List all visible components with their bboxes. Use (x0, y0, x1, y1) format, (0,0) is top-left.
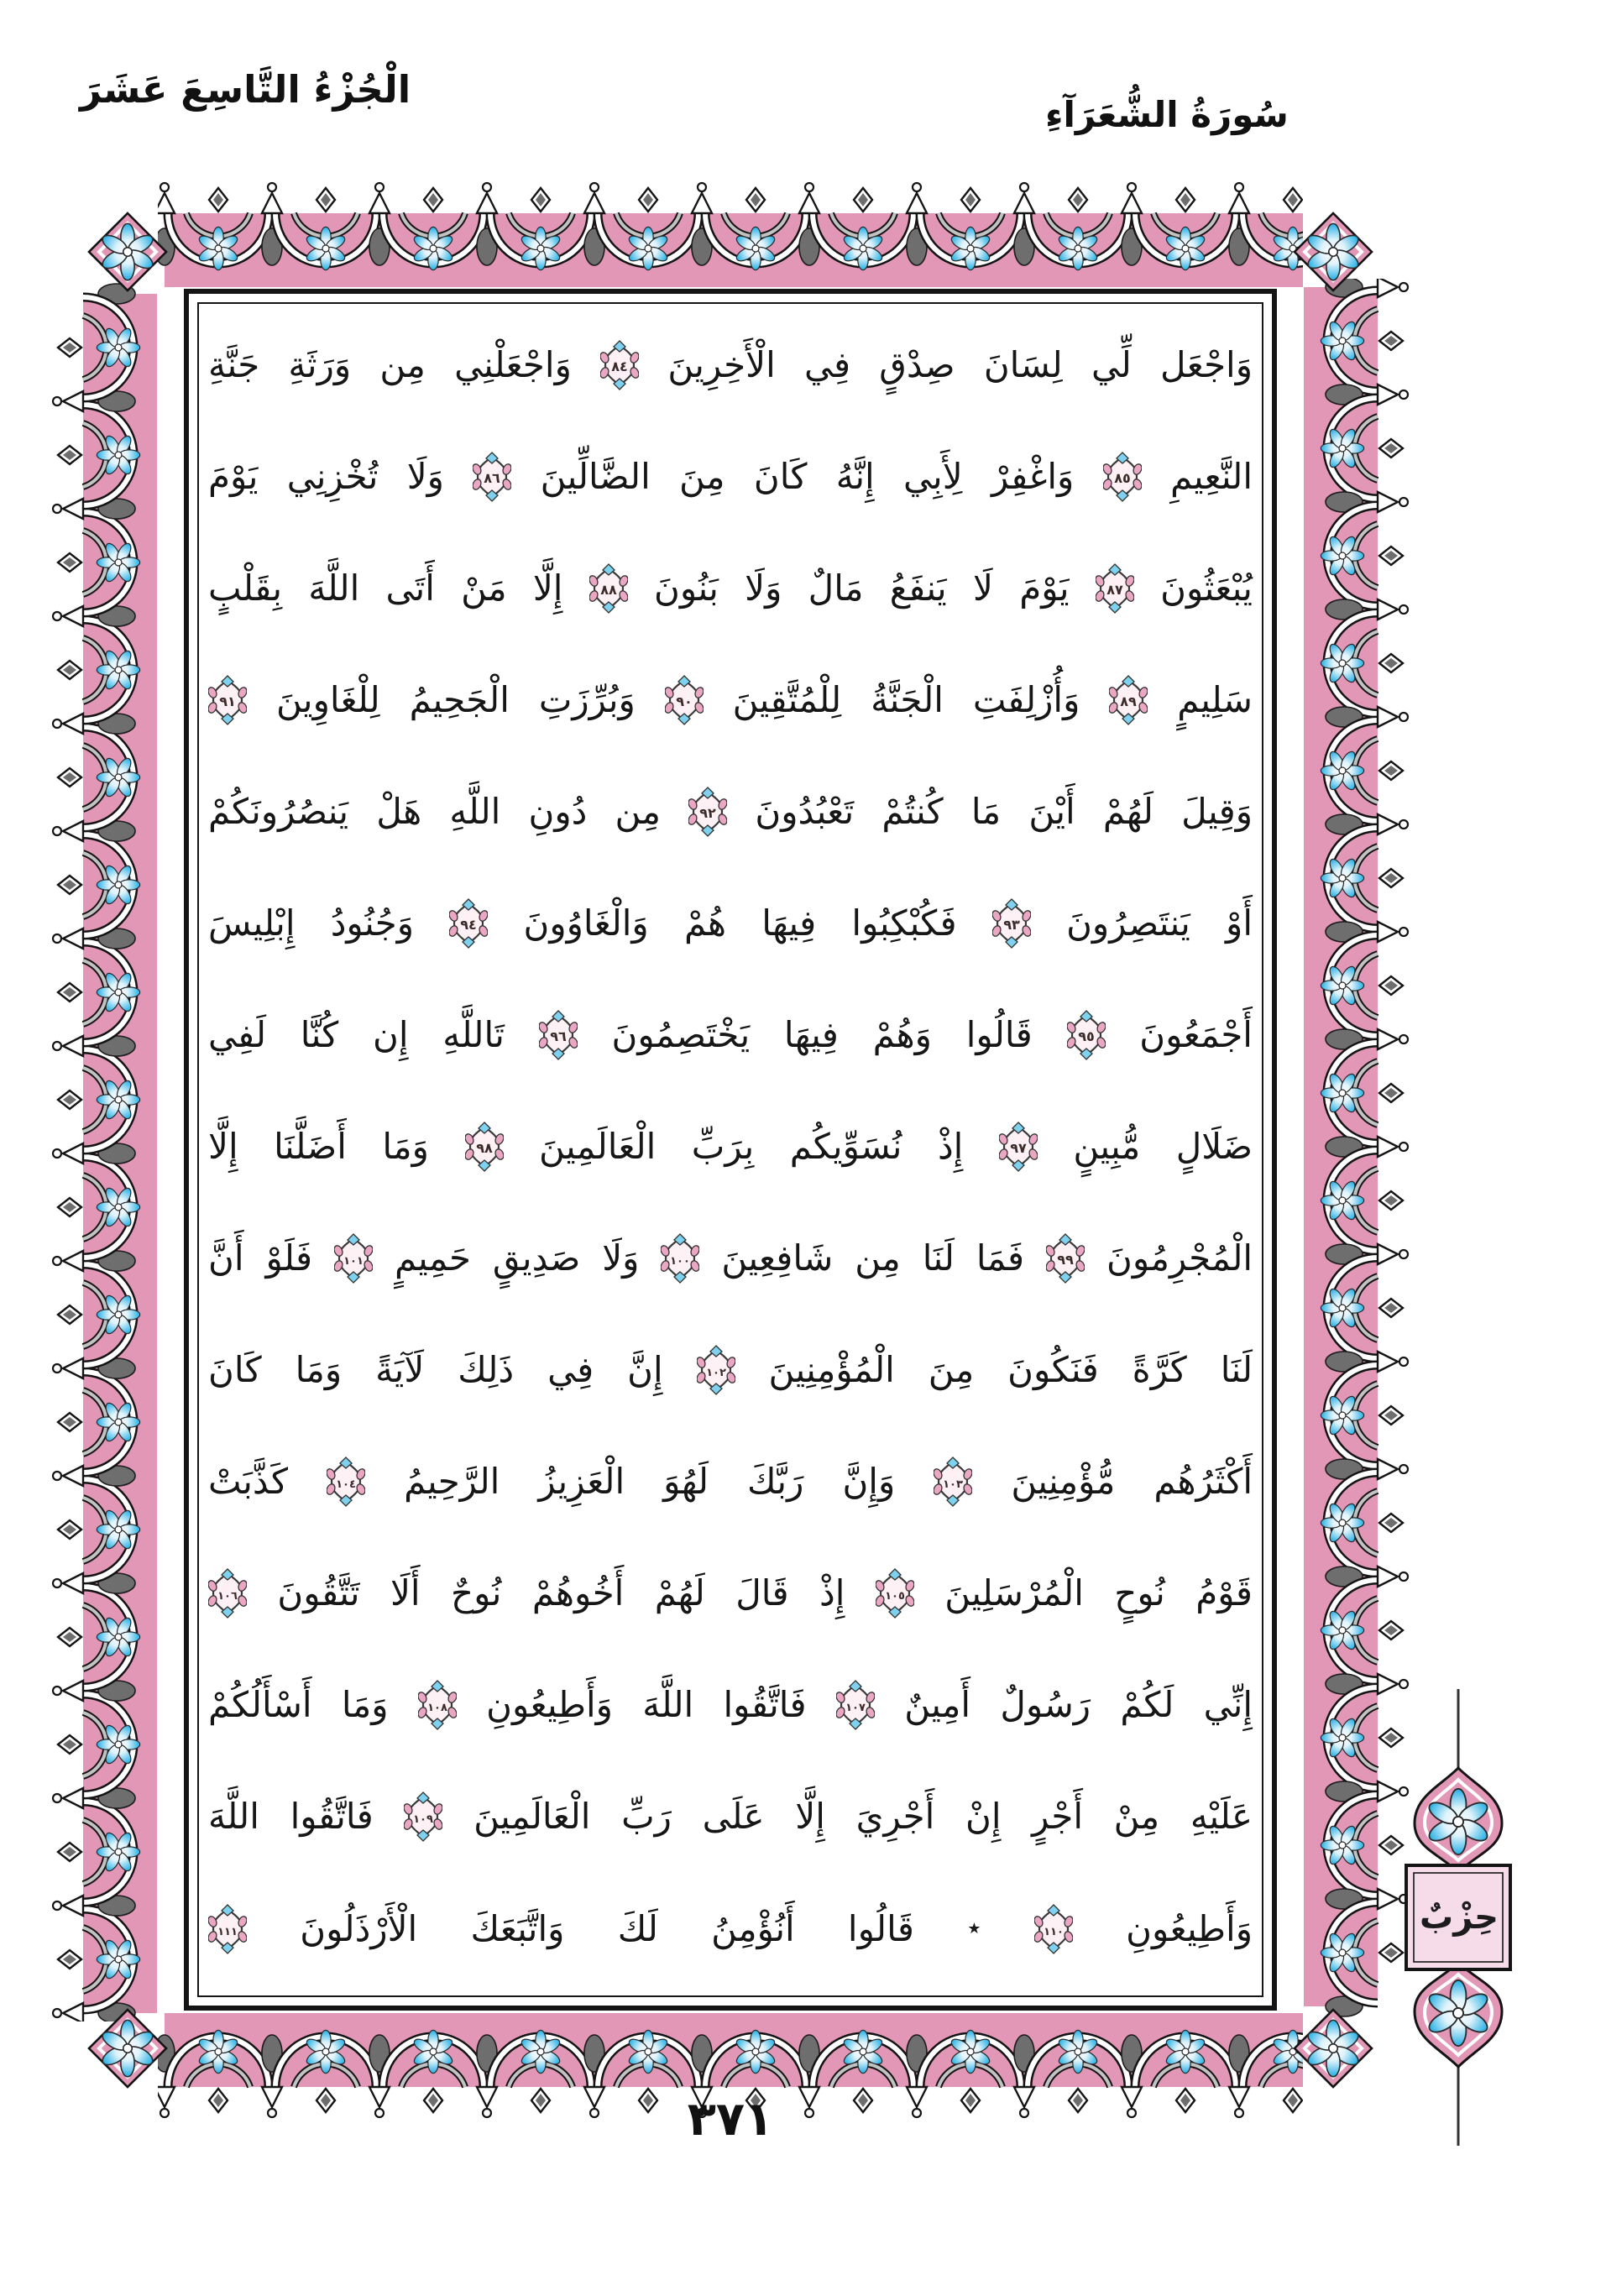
ayah-text: قَالُوا وَهُمْ فِيهَا يَخْتَصِمُونَ (611, 1014, 1033, 1055)
ayah-text: قَالُوا أَنُؤْمِنُ لَكَ وَاتَّبَعَكَ الْأَرْذَلُونَ (300, 1908, 914, 1949)
verse-marker (1103, 434, 1142, 484)
svg-text:٨٧: ٨٧ (1106, 582, 1123, 598)
svg-text:١٠٠: ١٠٠ (670, 1255, 691, 1268)
ayah-text: إِذْ قَالَ لَهُمْ أَخُوهُمْ نُوحٌ أَلَا تَتَّقُونَ (277, 1572, 845, 1613)
ayah-text: وَإِنَّ رَبَّكَ لَهُوَ الْعَزِيزُ الرَّحِيمُ (404, 1461, 896, 1502)
page-number: ٣٧١ (687, 2092, 774, 2147)
ayah-text: وَمَا أَسْأَلُكُمْ (208, 1684, 389, 1725)
ayah-text: ضَلَالٍ مُّبِينٍ (1073, 1126, 1253, 1167)
quran-line (208, 532, 1253, 644)
ayah-text: تَاللَّهِ إِن كُنَّا لَفِي (208, 1014, 505, 1055)
svg-text:٩٥: ٩٥ (1077, 1028, 1095, 1044)
verse-marker (836, 1662, 875, 1713)
surah-title: سُورَةُ الشُّعَرَآءِ (1045, 94, 1289, 135)
svg-text:٩٣: ٩٣ (1003, 917, 1020, 933)
verse-marker (665, 657, 704, 708)
svg-text:٨٥: ٨٥ (1113, 470, 1131, 486)
ayah-text: إِنَّ فِي ذَلِكَ لَآيَةً وَمَا كَانَ (208, 1349, 663, 1390)
rub-el-hizb-star: ٭ (967, 1913, 981, 1943)
svg-text:١٠٨: ١٠٨ (426, 1702, 447, 1714)
svg-text:٩٦: ٩٦ (549, 1028, 567, 1044)
svg-text:٩٩: ٩٩ (1057, 1252, 1074, 1268)
ayah-text: فَمَا لَنَا مِن شَافِعِينَ (721, 1237, 1025, 1279)
ayah-text: فَاتَّقُوا اللَّهَ (208, 1796, 374, 1837)
ayah-text: وَمَا أَضَلَّنَا إِلَّا (208, 1126, 429, 1167)
verse-marker (999, 1104, 1038, 1154)
svg-text:٩٨: ٩٨ (475, 1140, 493, 1156)
ayah-text: فَاتَّقُوا اللَّهَ وَأَطِيعُونِ (486, 1684, 807, 1725)
svg-text:٨٦: ٨٦ (484, 470, 501, 486)
svg-text:١٠٩: ١٠٩ (413, 1813, 434, 1826)
verse-marker (600, 322, 639, 373)
ayah-text: وَاغْفِرْ لِأَبِي إِنَّهُ كَانَ مِنَ الضَّالِّينَ (540, 456, 1075, 497)
verse-marker (208, 1886, 247, 1937)
ayah-text: يُبْعَثُونَ (1160, 567, 1253, 609)
verse-marker (418, 1662, 457, 1713)
ayah-text: فَلَوْ أَنَّ (208, 1237, 313, 1279)
svg-text:١٠٢: ١٠٢ (705, 1367, 726, 1379)
verse-marker (465, 1104, 504, 1154)
quran-line (208, 1425, 1253, 1537)
quran-line (208, 1537, 1253, 1649)
hizb-label: حِزْبٌ (1420, 1898, 1499, 1937)
quran-lines (208, 309, 1253, 1990)
verse-marker (1067, 992, 1106, 1043)
ayah-text: وَجُنُودُ إِبْلِيسَ (208, 902, 415, 944)
quran-line (208, 421, 1253, 532)
ayah-text: أَجْمَعُونَ (1139, 1014, 1253, 1055)
ayah-text: إِلَّا مَنْ أَتَى اللَّهَ بِقَلْبٍ (208, 567, 563, 609)
verse-marker (404, 1774, 442, 1824)
ayah-text: وَأُزْلِفَتِ الْجَنَّةُ لِلْمُتَّقِينَ (732, 679, 1080, 720)
verse-marker (208, 657, 247, 708)
ayah-text: أَكْثَرُهُم مُّؤْمِنِينَ (1011, 1461, 1253, 1502)
verse-marker (539, 992, 578, 1043)
ayah-text: النَّعِيمِ (1169, 456, 1253, 497)
quran-line (208, 979, 1253, 1090)
quran-line (208, 644, 1253, 756)
quran-line (208, 867, 1253, 979)
verse-marker (449, 881, 488, 931)
ayah-text: قَوْمُ نُوحٍ الْمُرْسَلِينَ (944, 1572, 1253, 1613)
ayah-text: فَكُبْكِبُوا فِيهَا هُمْ وَالْغَاوُونَ (523, 902, 957, 944)
juz-title: الْجُزْءُ التَّاسِعَ عَشَرَ (80, 67, 411, 112)
svg-text:٩٠: ٩٠ (675, 693, 693, 709)
verse-marker (327, 1439, 365, 1489)
verse-marker (334, 1216, 373, 1266)
verse-marker (661, 1216, 699, 1266)
ayah-text: وَاجْعَلْنِي مِن وَرَثَةِ جَنَّةِ (208, 344, 572, 385)
quran-line (208, 1202, 1253, 1314)
ayah-text: مِن دُونِ اللَّهِ هَلْ يَنصُرُونَكُمْ (208, 791, 661, 832)
svg-text:١٠٣: ١٠٣ (943, 1478, 964, 1491)
svg-text:١٠١: ١٠١ (343, 1255, 364, 1268)
ayah-text: أَوْ يَنتَصِرُونَ (1066, 902, 1253, 944)
svg-text:٩٧: ٩٧ (1010, 1140, 1027, 1156)
ayah-text: وَقِيلَ لَهُمْ أَيْنَ مَا كُنتُمْ تَعْبُدُونَ (755, 791, 1253, 832)
quran-line (208, 1760, 1253, 1872)
svg-text:١١٠: ١١٠ (1043, 1926, 1064, 1938)
svg-text:٩٤: ٩٤ (460, 917, 478, 933)
verse-marker (1096, 546, 1134, 596)
verse-marker (589, 546, 628, 596)
ayah-text: سَلِيمٍ (1177, 679, 1253, 720)
quran-line (208, 1872, 1253, 1984)
svg-text:١٠٧: ١٠٧ (845, 1702, 866, 1714)
ayah-text: وَاجْعَل لِّي لِسَانَ صِدْقٍ فِي الْأَخِرِينَ (667, 344, 1253, 385)
verse-marker (473, 434, 511, 484)
ayah-text: وَأَطِيعُونِ (1126, 1908, 1253, 1949)
verse-marker (208, 1551, 247, 1601)
svg-text:٨٨: ٨٨ (599, 582, 617, 598)
svg-text:١١١: ١١١ (217, 1926, 238, 1938)
ayah-text: الْمُجْرِمُونَ (1106, 1237, 1253, 1279)
quran-line (208, 1649, 1253, 1760)
svg-text:٩٢: ٩٢ (699, 805, 716, 821)
svg-text:١٠٤: ١٠٤ (336, 1478, 356, 1491)
quran-line (208, 1314, 1253, 1425)
verse-marker (1109, 657, 1148, 708)
verse-marker (934, 1439, 972, 1489)
ayah-text: إِذْ نُسَوِّيكُم بِرَبِّ الْعَالَمِينَ (539, 1126, 964, 1167)
verse-marker (1034, 1886, 1073, 1937)
ayah-text: وَلَا تُخْزِنِي يَوْمَ (208, 456, 444, 497)
ayah-text: وَلَا صَدِيقٍ حَمِيمٍ (395, 1237, 640, 1279)
verse-marker (688, 769, 727, 819)
quran-line (208, 756, 1253, 867)
verse-marker (1046, 1216, 1085, 1266)
svg-text:٩١: ٩١ (219, 693, 236, 709)
svg-text:٨٩: ٨٩ (1120, 693, 1138, 709)
quran-line (208, 1090, 1253, 1202)
ayah-text: إِنِّي لَكُمْ رَسُولٌ أَمِينٌ (904, 1684, 1253, 1725)
ayah-text: يَوْمَ لَا يَنفَعُ مَالٌ وَلَا بَنُونَ (654, 567, 1070, 609)
svg-text:٨٤: ٨٤ (611, 358, 628, 374)
verse-marker (697, 1327, 735, 1378)
verse-marker (876, 1551, 914, 1601)
svg-text:١٠٦: ١٠٦ (217, 1590, 238, 1603)
ayah-text: لَنَا كَرَّةً فَنَكُونَ مِنَ الْمُؤْمِنِينَ (768, 1349, 1253, 1390)
ayah-text: كَذَّبَتْ (208, 1461, 288, 1502)
quran-line (208, 309, 1253, 421)
ayah-text: عَلَيْهِ مِنْ أَجْرٍ إِنْ أَجْرِيَ إِلَّا عَلَى رَبِّ الْعَالَمِينَ (473, 1796, 1253, 1837)
ayah-text: وَبُرِّزَتِ الْجَحِيمُ لِلْغَاوِينَ (275, 679, 636, 720)
svg-text:١٠٥: ١٠٥ (884, 1590, 905, 1603)
verse-marker (992, 881, 1031, 931)
